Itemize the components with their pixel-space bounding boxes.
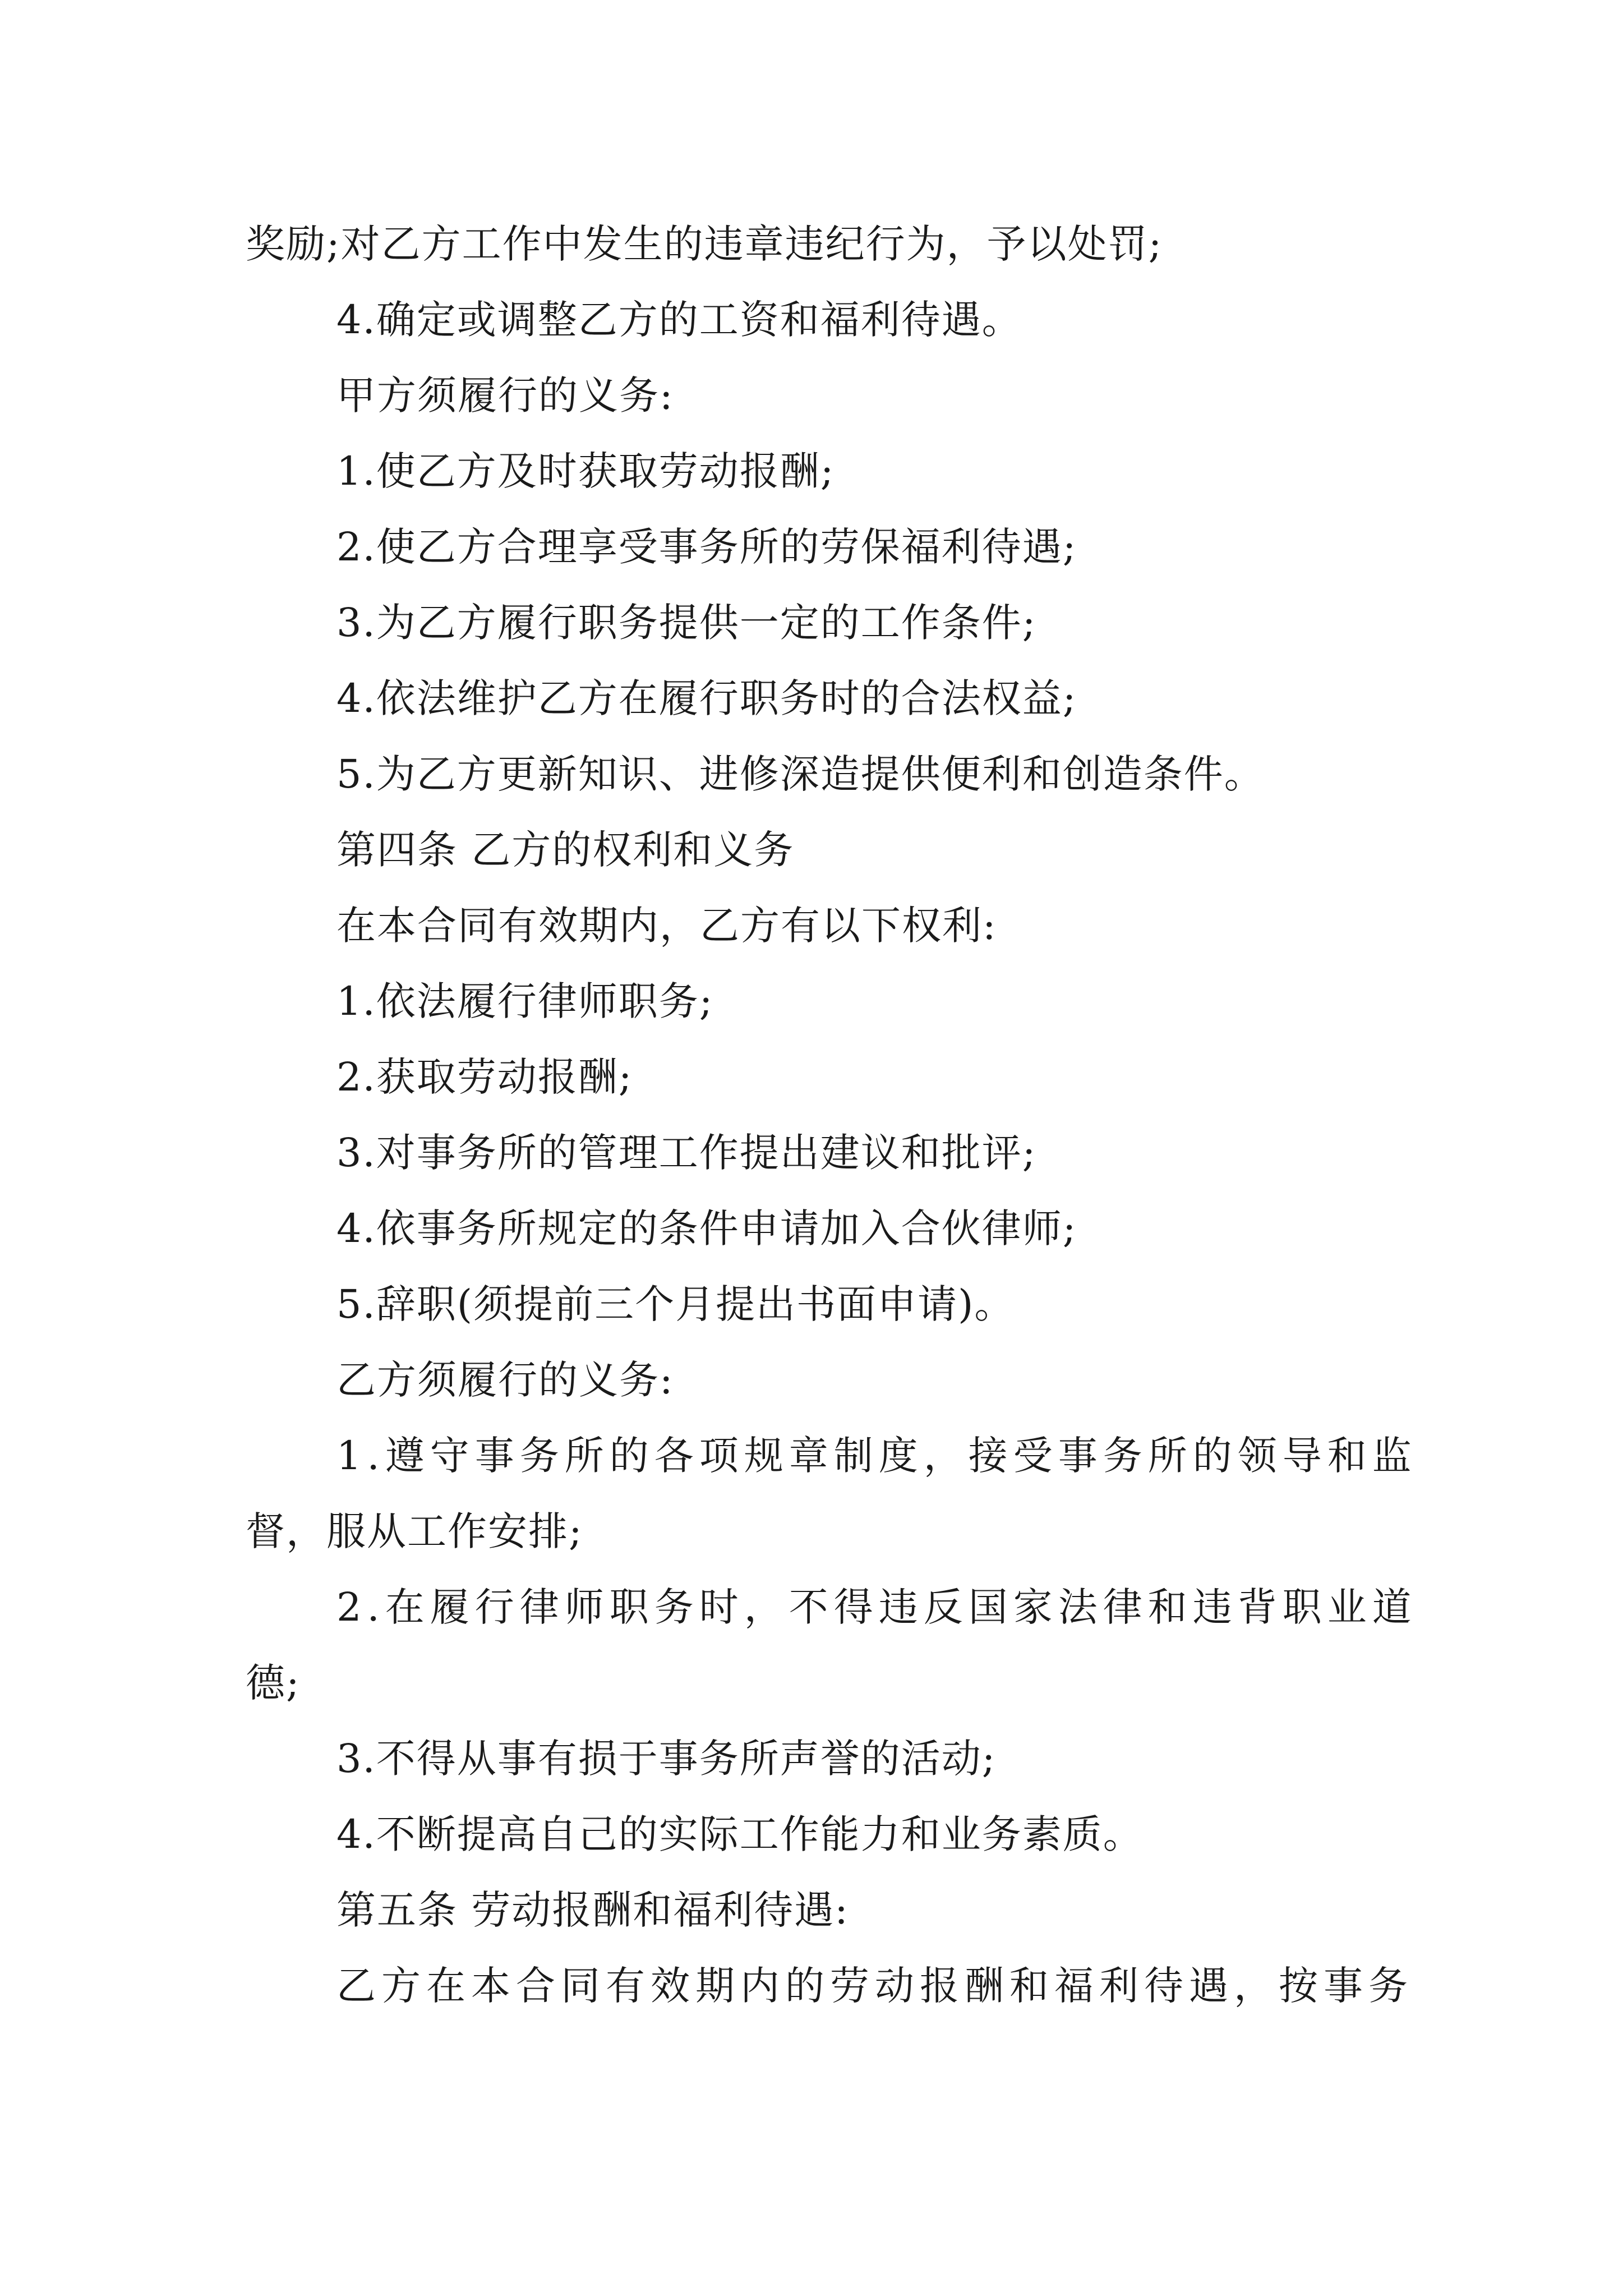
paragraph-line: 4.不断提高自己的实际工作能力和业务素质。: [336, 1811, 1144, 1857]
paragraph-line: 3.对事务所的管理工作提出建议和批评;: [336, 1130, 1037, 1176]
paragraph-line: 4.确定或调整乙方的工资和福利待遇。: [336, 297, 1022, 343]
paragraph-line: 乙方须履行的义务:: [336, 1357, 674, 1403]
paragraph-line: 2.获取劳动报酬;: [336, 1054, 633, 1100]
paragraph-line: 5.为乙方更新知识、进修深造提供便利和创造条件。: [336, 751, 1265, 797]
paragraph-line: 德;: [246, 1660, 301, 1706]
paragraph-line: 甲方须履行的义务:: [336, 372, 674, 418]
paragraph-line: 督，服从工作安排;: [246, 1508, 583, 1554]
paragraph-line: 3.不得从事有损于事务所声誉的活动;: [336, 1736, 997, 1782]
section-heading: 第四条 乙方的权利和义务: [336, 827, 795, 873]
paragraph-line: 4.依事务所规定的条件申请加入合伙律师;: [336, 1205, 1077, 1251]
paragraph-line: 1.依法履行律师职务;: [336, 978, 714, 1024]
paragraph-line: 3.为乙方履行职务提供一定的工作条件;: [336, 600, 1037, 646]
paragraph-line: 5.辞职(须提前三个月提出书面申请)。: [336, 1281, 1015, 1327]
paragraph-line: 2.使乙方合理享受事务所的劳保福利待遇;: [336, 524, 1077, 570]
paragraph-line: 2.在履行律师职务时，不得违反国家法律和违背职业道: [336, 1584, 1417, 1630]
paragraph-line: 乙方在本合同有效期内的劳动报酬和福利待遇，按事务: [336, 1963, 1413, 2009]
paragraph-line: 1.使乙方及时获取劳动报酬;: [336, 448, 835, 494]
paragraph-line: 1.遵守事务所的各项规章制度，接受事务所的领导和监: [336, 1433, 1417, 1479]
paragraph-line: 在本合同有效期内，乙方有以下权利:: [336, 903, 997, 949]
section-heading: 第五条 劳动报酬和福利待遇:: [336, 1887, 849, 1933]
paragraph-line: 奖励;对乙方工作中发生的违章违纪行为，予以处罚;: [246, 221, 1163, 267]
paragraph-line: 4.依法维护乙方在履行职务时的合法权益;: [336, 675, 1077, 721]
